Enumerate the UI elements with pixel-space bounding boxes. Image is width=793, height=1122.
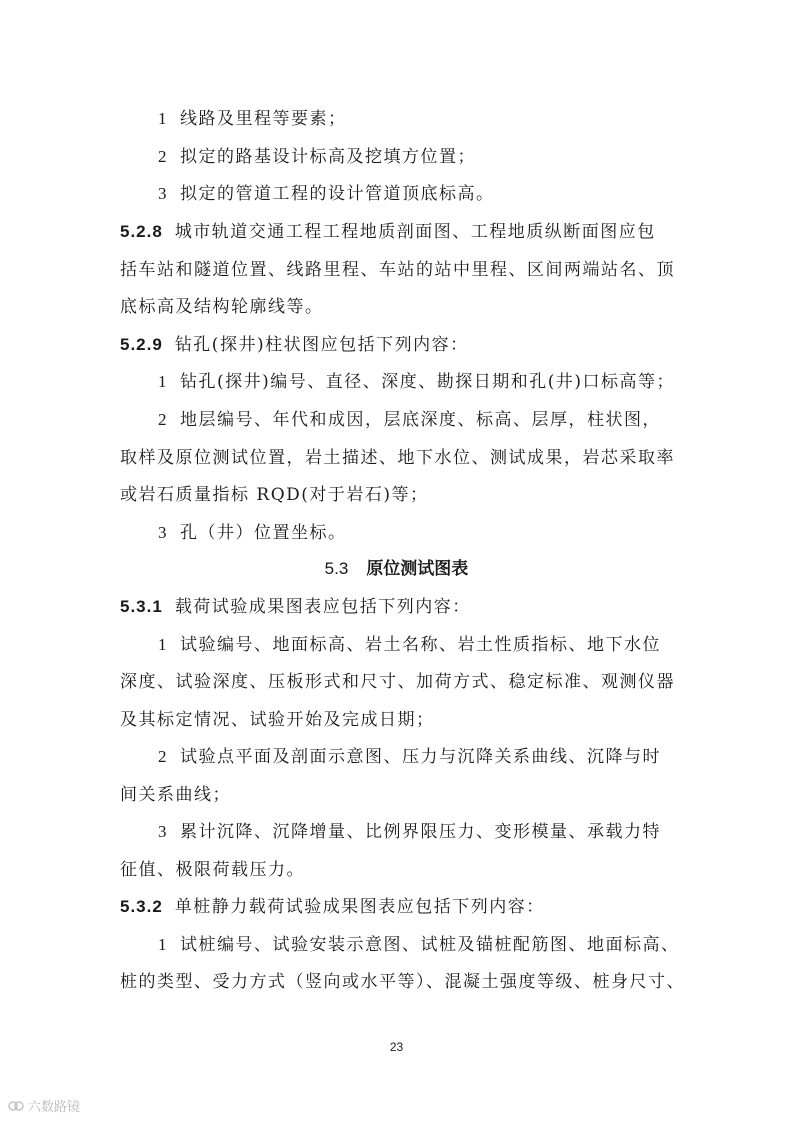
list-item [158, 142, 718, 172]
item-number: 1 [158, 109, 168, 128]
clause-line [120, 592, 680, 622]
paragraph-text: 及其标定情况、试验开始及完成日期； [120, 710, 435, 730]
paragraph-text: 桩的类型、受力方式（竖向或水平等）、混凝土强度等级、桩身尺寸、 [120, 972, 685, 992]
item-text: 试桩编号、试验安装示意图、试桩及锚桩配筋图、地面标高、 [180, 935, 680, 955]
list-item [158, 405, 718, 435]
clause-line [120, 892, 680, 922]
paragraph-text: 深度、试验深度、压板形式和尺寸、加荷方式、稳定标准、观测仪器 [120, 672, 675, 692]
item-number: 1 [158, 935, 168, 954]
item-number: 2 [158, 747, 168, 766]
clause-text: 钻孔(探井)柱状图应包括下列内容： [174, 335, 469, 355]
list-item [158, 817, 718, 847]
list-item [158, 179, 718, 209]
item-number: 3 [158, 523, 168, 542]
clause-line [120, 217, 680, 247]
clause-text: 单桩静力载荷试验成果图表应包括下列内容： [174, 897, 545, 917]
item-text: 拟定的管道工程的设计管道顶底标高。 [180, 184, 495, 204]
item-text: 累计沉降、沉降增量、比例界限压力、变形模量、承载力特 [180, 822, 661, 842]
paragraph-text: 或岩石质量指标 RQD(对于岩石)等； [120, 485, 429, 505]
clause-line [120, 330, 680, 360]
paragraph-line [120, 667, 680, 697]
item-number: 2 [158, 410, 168, 429]
paragraph-text: 取样及原位测试位置，岩土描述、地下水位、测试成果，岩芯采取率 [120, 448, 675, 468]
watermark [8, 1096, 80, 1115]
list-item [158, 930, 718, 960]
clause-text: 城市轨道交通工程工程地质剖面图、工程地质纵断面图应包 [174, 222, 656, 242]
item-text: 孔（井）位置坐标。 [180, 523, 347, 543]
item-number: 1 [158, 372, 168, 391]
watermark-logo-icon [8, 1099, 24, 1113]
item-text: 地层编号、年代和成因，层底深度、标高、层厚，柱状图， [180, 410, 661, 430]
item-text: 线路及里程等要素； [180, 109, 347, 129]
paragraph-text: 间关系曲线； [120, 785, 231, 805]
list-item [158, 742, 718, 772]
list-item [158, 518, 718, 548]
section-number: 5.3 [324, 559, 349, 578]
clause-number: 5.2.8 [120, 222, 163, 241]
list-item [158, 630, 718, 660]
paragraph-line [120, 780, 680, 810]
item-text: 钻孔(探井)编号、直径、深度、勘探日期和孔(井)口标高等； [180, 372, 676, 392]
clause-number: 5.3.1 [120, 597, 163, 616]
paragraph-line [120, 480, 680, 510]
paragraph-line [120, 292, 680, 322]
item-text: 试验点平面及剖面示意图、压力与沉降关系曲线、沉降与时 [180, 747, 661, 767]
item-number: 3 [158, 184, 168, 203]
paragraph-text: 底标高及结构轮廓线等。 [120, 297, 324, 317]
section-heading [0, 554, 793, 584]
item-number: 3 [158, 822, 168, 841]
paragraph-text: 括车站和隧道位置、线路里程、车站的站中里程、区间两端站名、顶 [120, 260, 675, 280]
paragraph-line [120, 855, 680, 885]
clause-number: 5.3.2 [120, 897, 163, 916]
item-number: 1 [158, 635, 168, 654]
paragraph-line [120, 255, 680, 285]
page-number: 23 [389, 1040, 404, 1054]
list-item [158, 104, 718, 134]
paragraph-line [120, 705, 680, 735]
paragraph-line [120, 967, 685, 997]
list-item [158, 367, 718, 397]
clause-number: 5.2.9 [120, 335, 163, 354]
section-title: 原位测试图表 [366, 559, 469, 578]
paragraph-line [120, 443, 680, 473]
clause-text: 载荷试验成果图表应包括下列内容： [174, 597, 471, 617]
item-text: 试验编号、地面标高、岩土名称、岩土性质指标、地下水位 [180, 635, 661, 655]
watermark-text: 六数路镜 [28, 1100, 81, 1115]
paragraph-text: 征值、极限荷载压力。 [120, 860, 305, 880]
item-number: 2 [158, 147, 168, 166]
item-text: 拟定的路基设计标高及挖填方位置； [180, 147, 476, 167]
